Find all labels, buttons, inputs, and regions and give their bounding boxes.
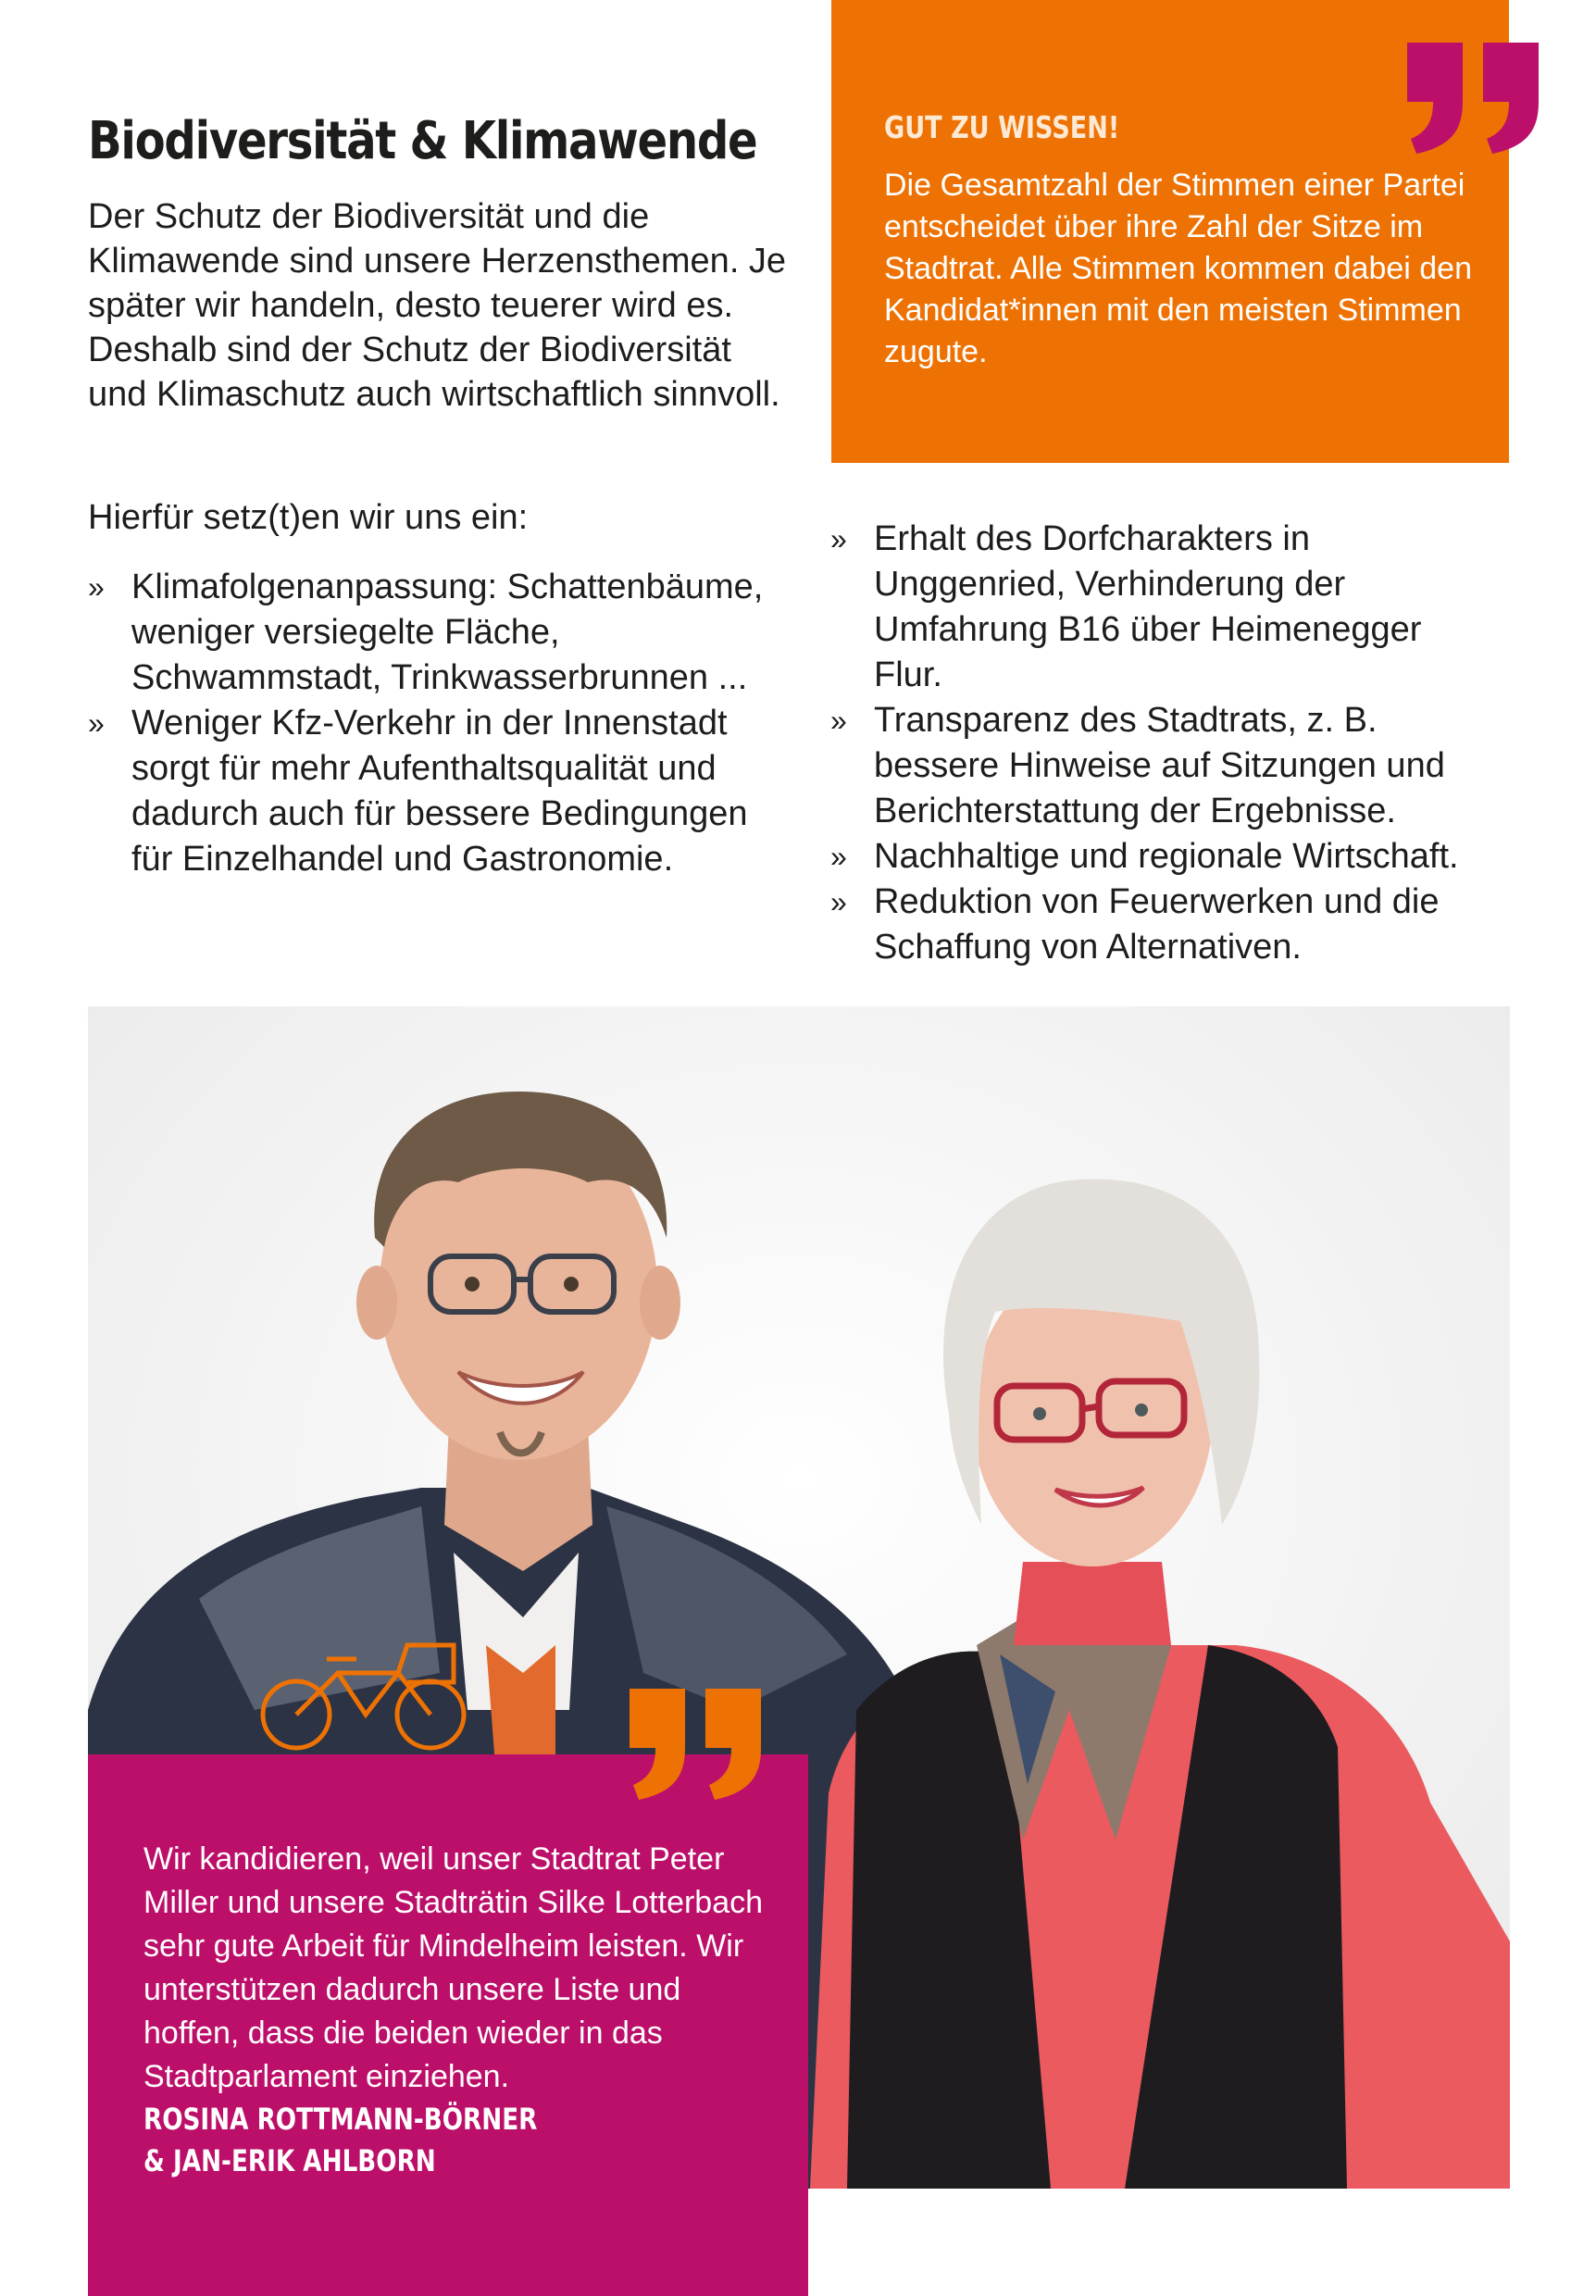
list-item: » Weniger Kfz-Verkehr in der Innenstadt sorgt für mehr Aufenthaltsqualität und dadurch auch für bessere Bedingungen für Einzelhandel und Gastronomie. — [88, 701, 792, 882]
quote-mark-icon — [1405, 41, 1542, 156]
list-item: » Erhalt des Dorfcharakters in Unggenried, Verhinderung der Umfahrung B16 über Heimenegger Flur. — [830, 517, 1478, 698]
list-item: » Transparenz des Stadtrats, z. B. bessere Hinweise auf Sitzungen und Berichterstattung der Ergebnisse. — [830, 698, 1478, 834]
page-title: Biodiversität & Klimawende — [88, 111, 757, 171]
author-line: ROSINA ROTTMANN-BÖRNER — [143, 2102, 538, 2137]
bullet-marker: » — [88, 570, 105, 604]
intro-paragraph: Der Schutz der Biodiversität und die Klimawende sind unsere Herzensthemen. Je später wir handeln, desto teuerer wird es. Deshalb sind der Schutz der Biodiversität und Klimaschutz auch wirtschaftlich sinnvoll. — [88, 197, 787, 414]
quote-text: Wir kandidieren, weil unser Stadtrat Peter Miller und unsere Stadträtin Silke Lotterbach sehr gute Arbeit für Mindelheim leisten. Wir unterstützen dadurch unsere Liste und hoffen, dass die beiden wieder in das Stadtparlament einziehen. — [143, 1841, 764, 2094]
list-item: » Reduktion von Feuerwerken und die Schaffung von Alternativen. — [830, 880, 1478, 970]
bullet-marker: » — [830, 840, 847, 873]
quote-mark-icon — [628, 1687, 765, 1802]
info-heading: GUT ZU WISSEN! — [884, 109, 1120, 145]
bullet-marker: » — [830, 704, 847, 737]
bullet-marker: » — [830, 885, 847, 918]
author-line: & JAN-ERIK AHLBORN — [143, 2143, 436, 2178]
bullet-marker: » — [830, 522, 847, 555]
quote-author — [143, 2099, 537, 2182]
quote-box — [88, 1754, 808, 2296]
lead-paragraph: Hierfür setz(t)en wir uns ein: — [88, 498, 529, 537]
info-text: Die Gesamtzahl der Stimmen einer Partei entscheidet über ihre Zahl der Sitze im Stadtrat. Alle Stimmen kommen dabei den Kandidat*innen mit den meisten Stimmen zugute. — [884, 168, 1472, 369]
bullet-list-left — [88, 565, 792, 882]
list-item: » Klimafolgenanpassung: Schattenbäume, weniger versiegelte Fläche, Schwammstadt, Trinkwasserbrunnen ... — [88, 565, 792, 701]
list-item: » Nachhaltige und regionale Wirtschaft. — [830, 834, 1478, 880]
bullet-marker: » — [88, 706, 105, 740]
bullet-list-right — [830, 517, 1478, 970]
